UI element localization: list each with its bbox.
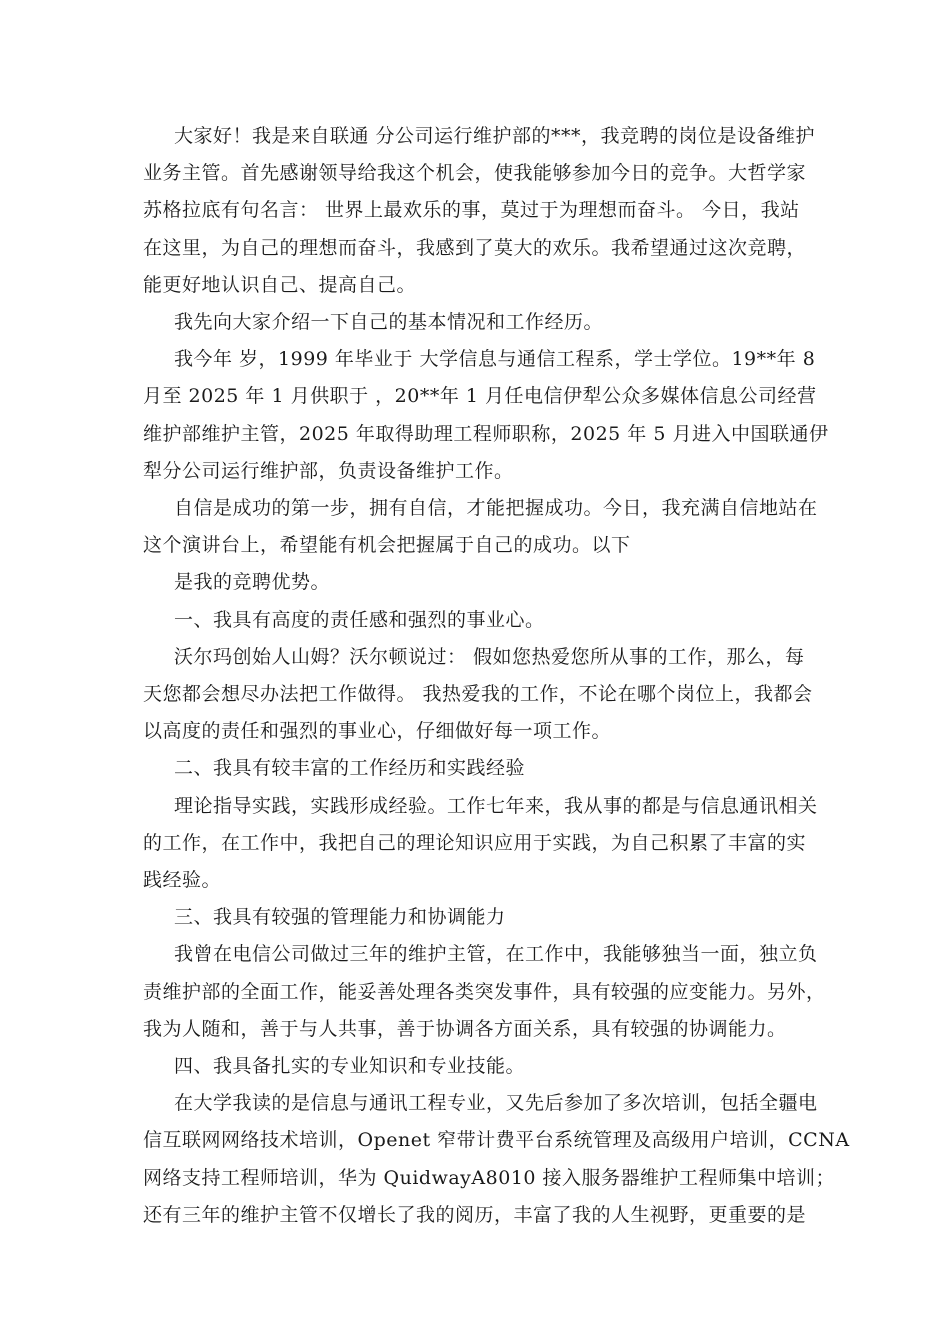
text-line: 践经验。 — [143, 869, 222, 892]
text-line: 月至 2025 年 1 月供职于 ，20**年 1 月任电信伊犁公众多媒体信息公司经营 — [143, 385, 817, 408]
paragraph — [143, 304, 809, 341]
text-line: 一、我具有高度的责任感和强烈的事业心。 — [174, 608, 545, 631]
text-line: 网络支持工程师培训，华为 QuidwayA8010 接入服务器维护工程师集中培训； — [143, 1166, 836, 1189]
document-body — [143, 118, 850, 1234]
paragraph — [143, 118, 816, 304]
text-line: 天您都会想尽办法把工作做得。 我热爱我的工作，不论在哪个岗位上，我都会 — [143, 683, 813, 706]
text-line: 我曾在电信公司做过三年的维护主管，在工作中，我能够独当一面，独立负 — [174, 943, 818, 966]
text-line: 大家好！我是来自联通 分公司运行维护部的***，我竞聘的岗位是设备维护 — [174, 125, 816, 147]
text-line: 能更好地认识自己、提高自己。 — [143, 273, 417, 296]
text-line: 自信是成功的第一步，拥有自信，才能把握成功。今日，我充满自信地站在 — [174, 497, 818, 520]
text-line: 在大学我读的是信息与通讯工程专业，又先后参加了多次培训，包括全疆电 — [174, 1092, 818, 1115]
text-line: 三、我具有较强的管理能力和协调能力 — [174, 906, 506, 929]
paragraph — [143, 602, 809, 639]
paragraph — [143, 639, 813, 751]
text-line: 责维护部的全面工作，能妥善处理各类突发事件，具有较强的应变能力。另外， — [143, 980, 826, 1003]
paragraph — [143, 750, 809, 787]
paragraph — [143, 490, 818, 564]
text-line: 这个演讲台上，希望能有机会把握属于自己的成功。以下 — [143, 534, 631, 557]
text-line: 理论指导实践，实践形成经验。工作七年来，我从事的都是与信息通讯相关 — [174, 794, 818, 817]
text-line: 是我的竞聘优势。 — [174, 571, 331, 594]
text-line: 犁分公司运行维护部，负责设备维护工作。 — [143, 459, 514, 482]
paragraph — [143, 788, 818, 900]
text-line: 信互联网网络技术培训，Openet 窄带计费平台系统管理及高级用户培训，CCNA — [143, 1129, 850, 1152]
text-line: 我先向大家介绍一下自己的基本情况和工作经历。 — [174, 311, 604, 334]
text-line: 我为人随和，善于与人共事，善于协调各方面关系，具有较强的协调能力。 — [143, 1017, 787, 1040]
text-line: 苏格拉底有句名言： 世界上最欢乐的事，莫过于为理想而奋斗。 今日，我站 — [143, 199, 800, 222]
paragraph — [143, 899, 809, 936]
text-line: 我今年 岁，1999 年毕业于 大学信息与通信工程系，学士学位。19**年 8 — [174, 348, 816, 371]
text-line: 四、我具备扎实的专业知识和专业技能。 — [174, 1055, 526, 1078]
paragraph — [143, 1048, 809, 1085]
text-line: 二、我具有较丰富的工作经历和实践经验 — [174, 757, 526, 780]
text-line: 沃尔玛创始人山姆？沃尔顿说过： 假如您热爱您所从事的工作，那么，每 — [174, 645, 805, 668]
paragraph — [143, 564, 809, 601]
text-line: 的工作，在工作中，我把自己的理论知识应用于实践，为自己积累了丰富的实 — [143, 831, 807, 854]
text-line: 业务主管。首先感谢领导给我这个机会，使我能够参加今日的竞争。大哲学家 — [143, 162, 807, 185]
text-line: 以高度的责任和强烈的事业心，仔细做好每一项工作。 — [143, 720, 612, 743]
text-line: 还有三年的维护主管不仅增长了我的阅历，丰富了我的人生视野，更重要的是 — [143, 1203, 807, 1226]
paragraph — [143, 936, 826, 1048]
paragraph — [143, 1085, 850, 1234]
text-line: 在这里，为自己的理想而奋斗，我感到了莫大的欢乐。我希望通过这次竞聘， — [143, 236, 807, 259]
paragraph — [143, 341, 829, 490]
text-line: 维护部维护主管，2025 年取得助理工程师职称，2025 年 5 月进入中国联通伊 — [143, 422, 829, 445]
